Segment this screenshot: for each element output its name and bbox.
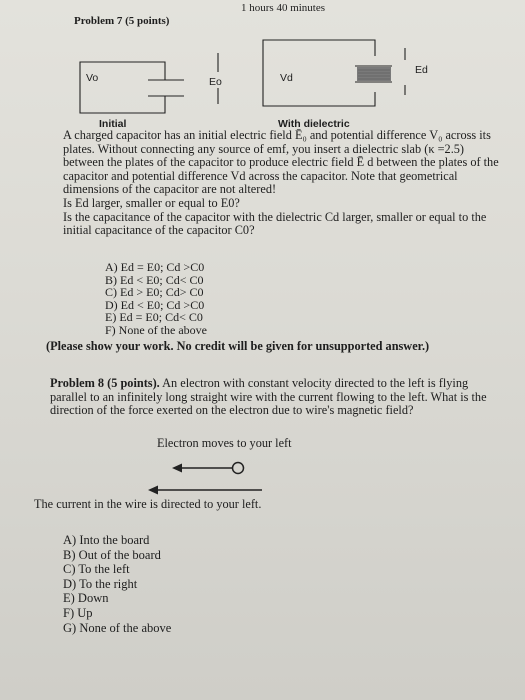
problem7-line: A charged capacitor has an initial electric field Ē₀ and potential difference V₀ across its	[63, 128, 491, 142]
label-with-dielectric: With dielectric	[278, 118, 350, 130]
problem7-note: (Please show your work. No credit will be given for unsupported answer.)	[46, 339, 430, 353]
electron-symbol	[233, 463, 244, 474]
option-item[interactable]: C) To the left	[63, 562, 130, 577]
time-note: 1 hours 40 minutes	[241, 2, 326, 14]
initial-circuit-wire	[80, 62, 165, 113]
option-item[interactable]: D) Ed < E0; Cd >C0	[105, 297, 205, 312]
problem8-line: parallel to an infinitely long straight wire with the current flowing to the left. What is the	[50, 389, 487, 404]
electron-label: Electron moves to your left	[157, 436, 292, 450]
problem7-text	[63, 129, 499, 238]
problem7-options	[105, 261, 207, 337]
option-item[interactable]: F) None of the above	[105, 322, 207, 337]
problem8-line-1: Problem 8 (5 points). An electron with constant velocity directed to the left is flying	[50, 376, 469, 390]
label-e0: Eo	[209, 76, 222, 88]
option-item[interactable]: A) Into the board	[63, 533, 150, 547]
problem7-line: between the plates of the capacitor to produce electric field Ē d between the plates of the	[63, 155, 499, 170]
problem7-line: plates. Without connecting any source of emf, you insert a dielectric slab (κ =2.5)	[63, 141, 465, 156]
label-initial: Initial	[99, 118, 127, 130]
label-vd: Vd	[280, 72, 293, 84]
label-ed: Ed	[415, 64, 428, 76]
problem8-title: Problem 8 (5 points).	[50, 376, 160, 390]
problem7-line: dimensions of the capacitor are not altered!	[63, 182, 277, 197]
problem8-line: direction of the force exerted on the electron due to wire's magnetic field?	[50, 403, 414, 418]
problem8-options	[63, 533, 171, 635]
option-item[interactable]: C) Ed > E0; Cd> C0	[105, 285, 204, 300]
problem7-line: Is Ed larger, smaller or equal to E0?	[63, 195, 240, 210]
option-item[interactable]: E) Ed = E0; Cd< C0	[105, 310, 203, 325]
problem7-title: Problem 7 (5 points)	[74, 15, 170, 27]
option-item[interactable]: B) Out of the board	[63, 547, 161, 562]
current-label: The current in the wire is directed to your left.	[34, 497, 262, 511]
problem8-text	[50, 377, 487, 418]
option-item[interactable]: G) None of the above	[63, 620, 172, 635]
option-item[interactable]: E) Down	[63, 591, 109, 606]
option-item[interactable]: B) Ed < E0; Cd< C0	[105, 272, 204, 287]
option-item[interactable]: F) Up	[63, 605, 93, 620]
problem7-line: capacitor and potential difference Vd across the capacitor. Note that geometrical	[63, 168, 458, 183]
problem7-line: Is the capacitance of the capacitor with the dielectric Cd larger, smaller or equal to the	[63, 209, 487, 224]
problem7-line: initial capacitance of the capacitor C0?	[63, 223, 255, 238]
label-v0: Vo	[86, 72, 99, 84]
option-item[interactable]: D) To the right	[63, 576, 138, 591]
option-item[interactable]: A) Ed = E0; Cd >C0	[105, 260, 205, 274]
